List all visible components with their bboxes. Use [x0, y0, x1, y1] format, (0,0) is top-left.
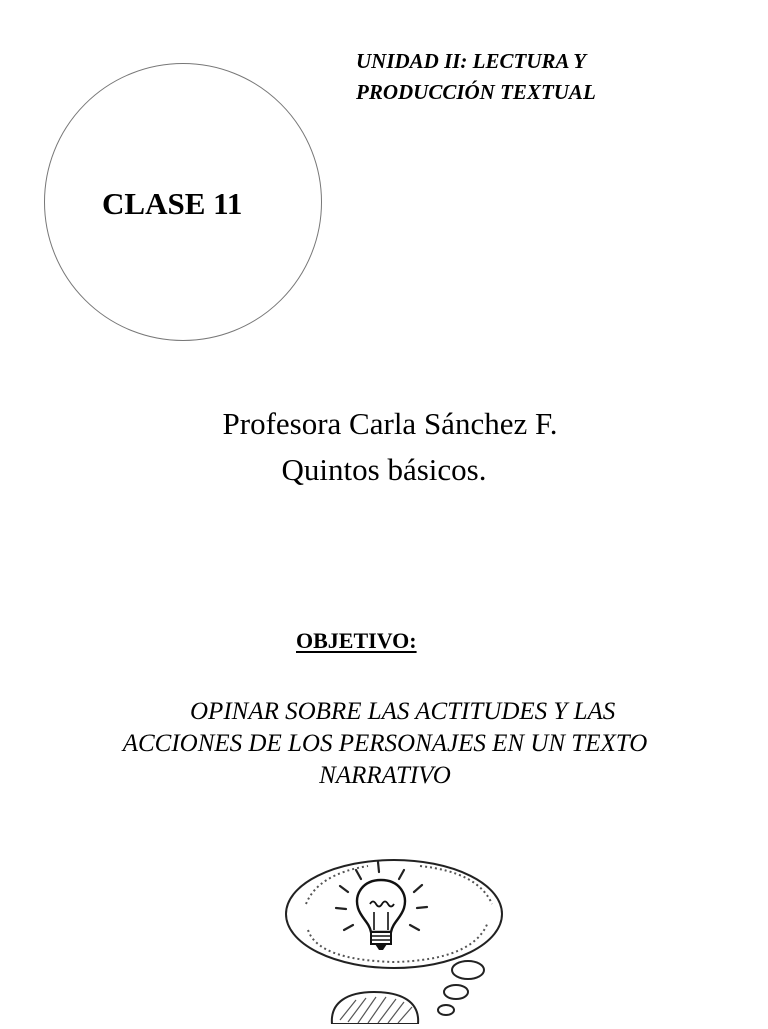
objective-line-2: ACCIONES DE LOS PERSONAJES EN UN TEXTO — [122, 730, 648, 757]
class-title: CLASE 11 — [102, 186, 243, 221]
grade-label: Quintos básicos. — [281, 452, 487, 487]
teacher-name: Profesora Carla Sánchez F. — [222, 406, 558, 441]
objective-text — [40, 696, 730, 792]
teacher-block — [0, 404, 768, 490]
objective-line-3: NARRATIVO — [319, 762, 451, 789]
unit-title-line-1: UNIDAD II: LECTURA Y — [356, 49, 587, 73]
unit-title — [356, 46, 596, 108]
objective-heading: OBJETIVO: — [296, 628, 417, 653]
lightbulb-thought-bubble-icon — [278, 852, 508, 1024]
objective-line-1: OPINAR SOBRE LAS ACTITUDES Y LAS — [190, 698, 616, 725]
unit-title-line-2: PRODUCCIÓN TEXTUAL — [356, 80, 596, 104]
